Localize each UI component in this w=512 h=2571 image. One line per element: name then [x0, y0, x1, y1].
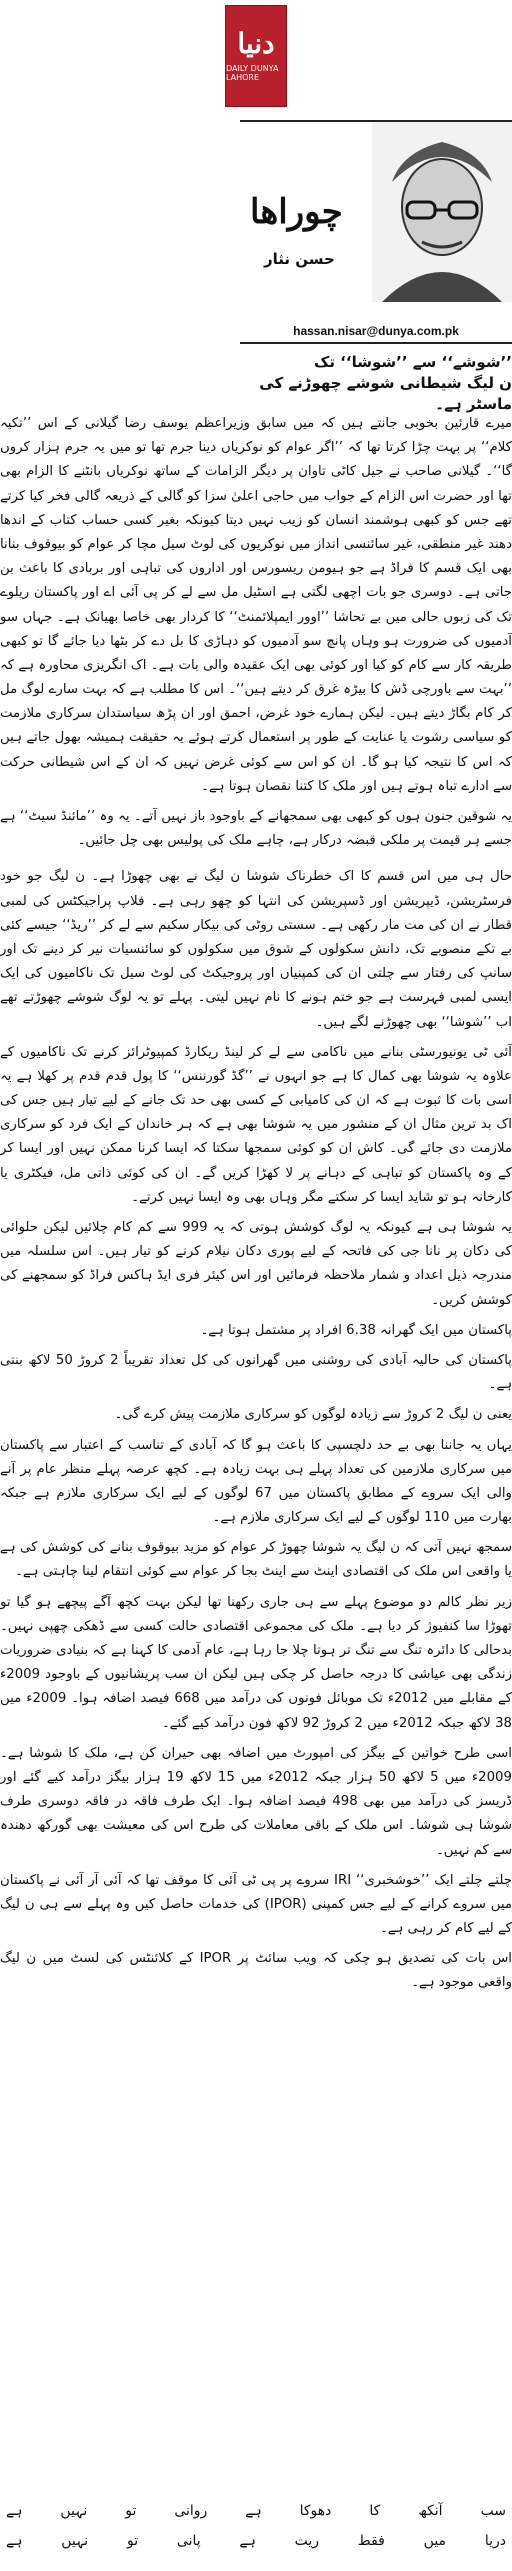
- paragraph: یہ شوشا ہی ہے کیونکہ یہ لوگ کوشش ہوتی کہ یہ 999 سے کم کام چلائیں لیکن حلوائی کی دکان پر نانا جی کی فاتحہ کے لیے پوری دکان نیلام کرنے کو تیار ہیں۔ اس سلسلہ میں مندرجہ ذیل اعداد و شمار ملاحظہ فرمائیں اور اس کیئر فری ایڈ ہاکس فراڈ کو سمجھنے کی کوشش کریں۔: [0, 1220, 512, 1308]
- logo-main: دنیا: [237, 27, 275, 60]
- couplet-line-1: [0, 2496, 512, 2526]
- paragraph: پاکستان کی حالیہ آبادی کی روشنی میں گھرانوں کی کل تعداد تقریباً 2 کروڑ 50 لاکھ بنتی ہے۔: [0, 1352, 512, 1393]
- paragraph: یعنی ن لیگ 2 کروڑ سے زیادہ لوگوں کو سرکاری ملازمت پیش کرے گی۔: [114, 1407, 512, 1423]
- paragraph: پاکستان میں ایک گھرانہ 6.38 افراد پر مشتمل ہوتا ہے۔: [200, 1322, 512, 1338]
- poem-word: میں: [423, 2533, 447, 2550]
- poem-word: دھوکا: [299, 2503, 332, 2519]
- poem-word: ہے: [6, 2533, 23, 2550]
- poem-word: ہے: [6, 2503, 23, 2519]
- paragraph: یہ شوقین جنون ہوں کو کبھی بھی سمجھانے کے باوجود باز نہیں آتے۔ یہ وہ ’’مائنڈ سیٹ‘‘ ہے جسے ہر قیمت پر ملکی قبضہ درکار ہے، چاہے ملک کی پولیس بھی چل جائیں۔: [0, 809, 512, 849]
- poem-word: دریا: [484, 2533, 506, 2550]
- poem-word: آنکھ: [418, 2503, 443, 2519]
- paragraph: آئی ٹی یونیورسٹی بنانے میں ناکامی سے لے کر لینڈ ریکارڈ کمپیوٹرائز کرنے تک ناکامیوں کے علاوہ یہ شوشا بھی کمال کا ہے جو انہوں نے ’’گڈ گورننس‘‘ کا پول قدم قدم پر کھلا ہے یہ اسی بات کا ثبوت ہے کہ ان کی کامیابی کے کسی بھی حد تک جانے کے لیے تیار ہیں جس کی اک بد ترین مثال ان کے منشور میں یہ شوشا بھی ہے کہ ہر خاندان کے ایک فرد کو سرکاری ملازمت دی جائے گی۔ کاش ان کو کوئی سمجھا سکتا کہ ایسا کرنا ممکن نہیں اور ایسا کر کے وہ پاکستان کو تباہی کے دہانے پر لا کھڑا کریں گے۔ ان کی کوئی ذاتی مل، فیکٹری یا کارخانہ ہو تو شاید ایسا کر سکتے مگر وہاں بھی وہ ایسا نہیں کرتے۔: [0, 1044, 512, 1205]
- newspaper-logo[interactable]: [225, 5, 287, 107]
- author-portrait-icon: [372, 122, 512, 302]
- headline: ’’شوشے‘‘ سے ’’شوشا‘‘ تک ن لیگ شیطانی شوشے چھوڑنے کی ماسٹر ہے۔: [259, 353, 512, 413]
- author-name: حسن نثار: [264, 250, 335, 268]
- poem-word: کا: [369, 2503, 381, 2519]
- poem-word: نہیں: [60, 2503, 88, 2519]
- column-header: [240, 120, 512, 344]
- poem-word: ہے: [245, 2503, 262, 2519]
- poem-word: روانی: [174, 2503, 208, 2519]
- poem-word: سب: [480, 2503, 506, 2519]
- closing-couplet: [0, 2496, 512, 2568]
- column-title: چوراھا: [250, 192, 343, 232]
- author-photo: [372, 122, 512, 302]
- paragraph: اسی طرح خواتین کے بیگز کی امپورٹ میں اضافہ بھی حیران کن ہے، ملک کا شوشا ہے۔ 2009ء میں 5 لاکھ 50 ہزار جبکہ 2012ء میں 15 لاکھ 19 ہزار بیگز درآمد کیے گئے اور ڈریسز کی درآمد میں بھی 498 فیصد اضافہ ہوا۔ ایک طرف فاقہ در فاقہ دوسری طرف شوشا ہی شوشا۔ اس ملک کے باقی معاملات کی طرح اس کی معیشت بھی گورکھ دھندہ سے کم نہیں۔: [0, 1745, 512, 1858]
- paragraph: حال ہی میں اس قسم کا اک خطرناک شوشا ن لیگ نے بھی چھوڑا ہے۔ ن لیگ جو خود فرسٹریشن، ڈیپریشن اور ڈسپریشن کی انتہا کو چھو رہی ہے۔ فلاپ پراجیکٹس کی لمبی قطار نے ان کی مت مار رکھی ہے۔ سستی روٹی کی بیکار سکیم سے لے کر ’’ریڈ‘‘ جیسے کئی بے تکے منصوبے تک، دانش سکولوں کے شوق میں سکولوں کو سائنسیات نیر کر دینے تک اور سانپ کی رفتار سے چلتی ان کی کمپنیاں اور پروجیکٹ کی لوٹ سیل تک ناکامیوں کی ایک ایسی لمبی فہرست ہے جو ختم ہونے کا نام نہیں لیتی۔ پہلے تو یہ لوگ شوشے چھوڑتے تھے اب ’’شوشا‘‘ بھی چھوڑنے لگے ہیں۔: [0, 869, 512, 1030]
- paragraph: یہاں یہ جاننا بھی بے حد دلچسپی کا باعث ہو گا کہ آبادی کے تناسب کے اعتبار سے پاکستان میں سرکاری ملازمین کی تعداد پہلے ہی بہت زیادہ ہے۔ کچھ عرصہ پہلے منظر عام پر آنے والی ایک سروے کے مطابق پاکستان میں 67 لوگوں کے لیے ایک سرکاری ملازم ہے جبکہ بھارت میں 110 لوگوں کے لیے ایک سرکاری ملازم ہے۔: [0, 1437, 512, 1526]
- author-email[interactable]: hassan.nisar@dunya.com.pk: [293, 324, 459, 338]
- couplet-line-2: [0, 2526, 512, 2556]
- paragraph: اس بات کی تصدیق ہو چکی کہ ویب سائٹ پر IPOR کے کلائنٹس کی لسٹ میں ن لیگ واقعی موجود ہے۔: [0, 1951, 512, 1991]
- poem-word: تو: [125, 2503, 137, 2519]
- logo-sub: DAILY DUNYA LAHORE: [226, 64, 279, 82]
- paragraph: زیر نظر کالم دو موضوع پہلے سے ہی جاری رکھنا تھا لیکن بہت کچھ آگے پیچھے ہو گیا تو تھوڑا سا کنفیوژ کر دیا ہے۔ ملک کی مجموعی اقتصادی حالت کسی سے ڈھکی چھپی نہیں۔ بدحالی کا دائرہ تنگ سے تنگ تر ہوتا چلا جا رہا ہے، عام آدمی کا کہنا ہے کہ بنیادی ضروریات زندگی بھی عیاشی کا درجہ حاصل کر چکی ہیں لیکن ان سب پریشانیوں کے باوجود 2009ء کے مقابلے میں 2012ء تک موبائل فونوں کی درآمد میں 668 فیصد اضافہ ہوا۔ 2009ء میں 38 لاکھ جبکہ 2012ء میں 2 کروڑ 92 لاکھ فون درآمد کیے گئے۔: [0, 1594, 512, 1731]
- poem-word: پانی: [176, 2533, 201, 2550]
- paragraph: چلتے چلتے ایک ’’خوشخبری‘‘ IRI سروے پر پی ٹی آئی کا موقف تھا کہ آئی آر آئی نے پاکستان میں سروے کرانے کے لیے جس کمپنی (IPOR) کی خدمات حاصل کیں وہ پہلے سے ہی ن لیگ کے لیے کام کر رہی ہے۔: [0, 1872, 512, 1937]
- poem-word: ریت: [294, 2533, 320, 2550]
- paragraph: سمجھ نہیں آتی کہ ن لیگ یہ شوشا چھوڑ کر عوام کو مزید بیوقوف بنانے کی کوشش کی ہے یا واقعی اس ملک کی اقتصادی اینٹ سے اینٹ بجا کر عوام سے کوئی انتقام لینا چاہتی ہے۔: [0, 1540, 512, 1580]
- poem-word: فقط: [357, 2533, 385, 2550]
- poem-word: نہیں: [61, 2533, 89, 2550]
- paragraph: میرے قارئین بخوبی جانتے ہیں کہ میں سابق وزیراعظم یوسف رضا گیلانی کے اس ’’تکیہ کلام‘‘ پر بہت چڑا کرتا تھا کہ ’’اگر عوام کو نوکریاں دینا جرم تھا تو میں یہ جرم ہزار کروں گا‘‘۔ گیلانی صاحب نے جیل کاٹی تاوان پر دیگر الزامات کے ساتھ نوکریاں بانٹنے کا الزام بھی تھا اور حضرت اس الزام کے جواب میں حاجی اعلیٰ سزا کو گالی کے ذریعہ گالی فخر کیا کرتے تھے جس کو کبھی ہوشمند انسان کو زیب نہیں دیتا کیونکہ بغیر کسی حساب کتاب کے اندھا دھند غیر منطقی، غیر سائنسی انداز میں نوکریوں کی لوٹ سیل مچا کر عوام کو بیوقوف بنانا بھی ایک قسم کا فراڈ ہے جو ہیومن ریسورس اور اداروں کی تباہی اور بربادی کا باعث بن جاتی ہے۔ دوسری جو بات اچھی لگتی ہے اسٹیل مل سے لے کر پی آئی اے اور پاکستان ریلوے تک کی زبوں حالی میں بے تحاشا ’’اوور ایمپلائمنٹ‘‘ کا کردار بھی خاصا بھیانک ہے۔ جہاں سو آدمیوں کی ضرورت ہو وہاں پانچ سو آدمیوں کو دہاڑی کا بل دے کر بٹھا دیا جائے گا تو کبھی طریقہ کار سے کام کو کیا اور کوئی بھی ایک عقیدہ والی بات ہے۔ اک انگریزی محاورہ ہے کہ ’’بہت سے باورچی ڈش کا بیڑہ غرق کر دیتے ہیں‘‘۔ اس کا مطلب ہے کہ بہت سارے لوگ مل کر کام بگاڑ دیتے ہیں۔ لیکن ہمارے خود غرض، احمق اور ان پڑھ سیاستدان سرکاری ملازمت کو سیاسی رشوت یا عنایت کے طور پر استعمال کرتے ہوئے یہ حقیقت ہمیشہ بھول جاتے ہیں کہ اس کا نتیجہ کیا ہو گا۔ ان کو اس سے کوئی غرض نہیں کہ ان کے اس شیطانی حرکت سے ادارے تباہ ہوتے ہیں اور ملک کا کتنا نقصان ہوتا ہے۔: [0, 416, 512, 794]
- poem-word: تو: [126, 2533, 139, 2550]
- masthead: [0, 0, 512, 112]
- article-body: [0, 412, 512, 2492]
- poem-word: ہے: [239, 2533, 256, 2550]
